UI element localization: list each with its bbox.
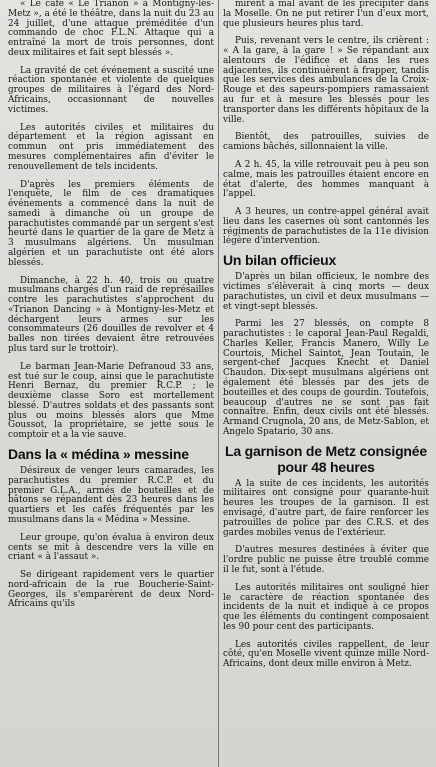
left-column: [8, 0, 214, 767]
article-paragraph-measures: D'autres mesures destinées à éviter que l'ordre public ne puisse être troublé comme il le fut, sont à l'étude.: [223, 545, 429, 575]
article-paragraph-calm: A 2 h. 45, la ville retrouvait peu à peu son calme, mais les patrouilles étaient encore en état d'alerte, des hommes manquant à l'appel.: [223, 159, 429, 200]
section-heading-garrison: La garnison de Metz consignée pour 48 heures: [225, 442, 427, 475]
article-paragraph-roll-call: A 3 heures, un contre-appel général avait lieu dans les casernes où sont cantonnés les régiments de parachutistes de la 11e division légère d'intervention.: [223, 207, 429, 247]
article-paragraph-toll: D'après un bilan officieux, le nombre des victimes s'élèverait à cinq morts — deux parachutistes, un civil et deux musulmans — et vingt-sept blessés.: [223, 272, 429, 312]
column-divider: [218, 0, 219, 767]
article-paragraph-military-statement: Les autorités militaires ont souligné hier le caractère de réaction spontanée des incidents de la nuit et indiqué à ce propos que les éléments du contingent composaient les 90 pour cent des participants.: [223, 582, 429, 632]
section-heading-medina: Dans la « médina » messine: [8, 446, 189, 463]
article-paragraph-sunday-raid: Dimanche, à 22 h. 40, trois ou quatre musulmans chargés d'un raid de représailles contre les parachutistes s'approchent du «Trianon Dancing » à Montigny-les-Metz et déchargent leurs armes sur les consommateurs (26 douilles de revolver et 4 balles non tirées devaient être retrouvées plus tard sur le trottoir).: [8, 275, 214, 354]
article-paragraph-revenge: Désireux de venger leurs camarades, les parachutistes du premier R.C.P. et du premier G.L.A., armés de bouteilles et de bâtons se répandent dès 23 heures dans les quartiers et les cafés fréquentés par les musulmans dans la « Médina » Messine.: [8, 466, 214, 525]
article-paragraph-confined: A la suite de ces incidents, les autorités militaires ont consigné pour quarante-huit heures les troupes de la garnison. Il est envisagé, d'autre part, de faire renforcer les patrouilles de police par des C.R.S. et des gardes mobiles venus de l'extérieur.: [223, 478, 429, 538]
right-column: [223, 0, 429, 767]
article-paragraph-moselle: mirent à mal avant de les précipiter dans la Moselle. On ne put retirer l'un d'eux mort, que plusieurs heures plus tard.: [223, 0, 429, 29]
article-paragraph-station: Puis, revenant vers le centre, ils crièrent : « A la gare, à la gare ! » Se répandant aux alentours de l'édifice et dans les rues adjacentes, ils continuèrent à frapper, tandis que les services des ambulances de la Croix-Rouge et des sapeurs-pompiers ramassaient au fur et à mesure les blessés pour les transporter dans les différents hôpitaux de la ville.: [223, 36, 429, 125]
article-paragraph-authorities: Les autorités civiles et militaires du département et la région agissant en commun ont pris immédiatement des mesures complémentaires afin d'éviter le renouvellement de tels incidents.: [8, 122, 214, 172]
article-paragraph-civil-authorities: Les autorités civiles rappellent, de leur côté, qu'en Moselle vivent quinze mille Nord-Africains, dont deux mille environ à Metz.: [223, 639, 429, 670]
article-paragraph-reaction: La gravité de cet événement a suscité une réaction spontanée et violente de quelques groupes de militaires à l'égard des Nord-Africains, occasionnant de nouvelles victimes.: [8, 65, 214, 115]
section-heading-unofficial-toll: Un bilan officieux: [223, 252, 337, 269]
article-paragraph-victims: Le barman Jean-Marie Defranoud 33 ans, est tué sur le coup, ainsi que le parachutiste Henri Bernaz, du premier R.C.P. ; le deuxième classe Soro est mortellement blessé. D'autres soldats et des passants sont plus ou moins blessés alors que Mme Goussot, la propriétaire, se jette sous le comptoir et a la vie sauve.: [8, 361, 214, 441]
article-paragraph-inquiry: D'après les premiers éléments de l'enquête, le film de ces dramatiques événements a commencé dans la nuit de samedi à dimanche où un groupe de parachutistes commandé par un sergent s'est heurté dans le quartier de la gare de Metz à 3 musulmans algériens. Un musulman algérien et un parachutiste ont été alors blessés.: [8, 179, 214, 268]
article-paragraph-injured-list: Parmi les 27 blessés, on compte 8 parachutistes : le caporal Jean-Paul Regaldi, Charles Keller, Francis Manero, Willy Le Courtois, Michel Saintot, Jean Toutain, le sergent-chef Jacques Knecht et Daniel Chaudon. Dix-sept musulmans algériens ont également été blessés par des jets de bouteilles et des coups de gourdin. Toutefois, beaucoup d'autres ne se sont pas fait connaître. Enfin, deux civils ont été blessés. Armand Crugnola, 20 ans, de Metz-Sablon, et Angelo Spatario, 30 ans.: [223, 319, 429, 437]
article-paragraph-group: Leur groupe, qu'on évalua à environ deux cents se mit à descendre vers la ville en criant « à l'assaut ».: [8, 532, 214, 563]
article-paragraph-patrols: Bientôt, des patrouilles, suivies de camions bâchés, sillonnaient la ville.: [223, 132, 429, 153]
article-paragraph-north-african-quarter: Se dirigeant rapidement vers le quartier nord-africain de la rue Boucherie-Saint-Georges, ils s'emparèrent de deux Nord-Africains qu'ils: [8, 570, 214, 610]
article-paragraph-trianon-attack: « Le café « Le Trianon » à Montigny-les-Metz », a été le théâtre, dans la nuit du 23 au 24 juillet, d'une attaque préméditée d'un commando de choc F.L.N. Attaque qui a entraîné la mort de trois personnes, dont deux militaires et fait sept blessés ».: [8, 0, 214, 58]
